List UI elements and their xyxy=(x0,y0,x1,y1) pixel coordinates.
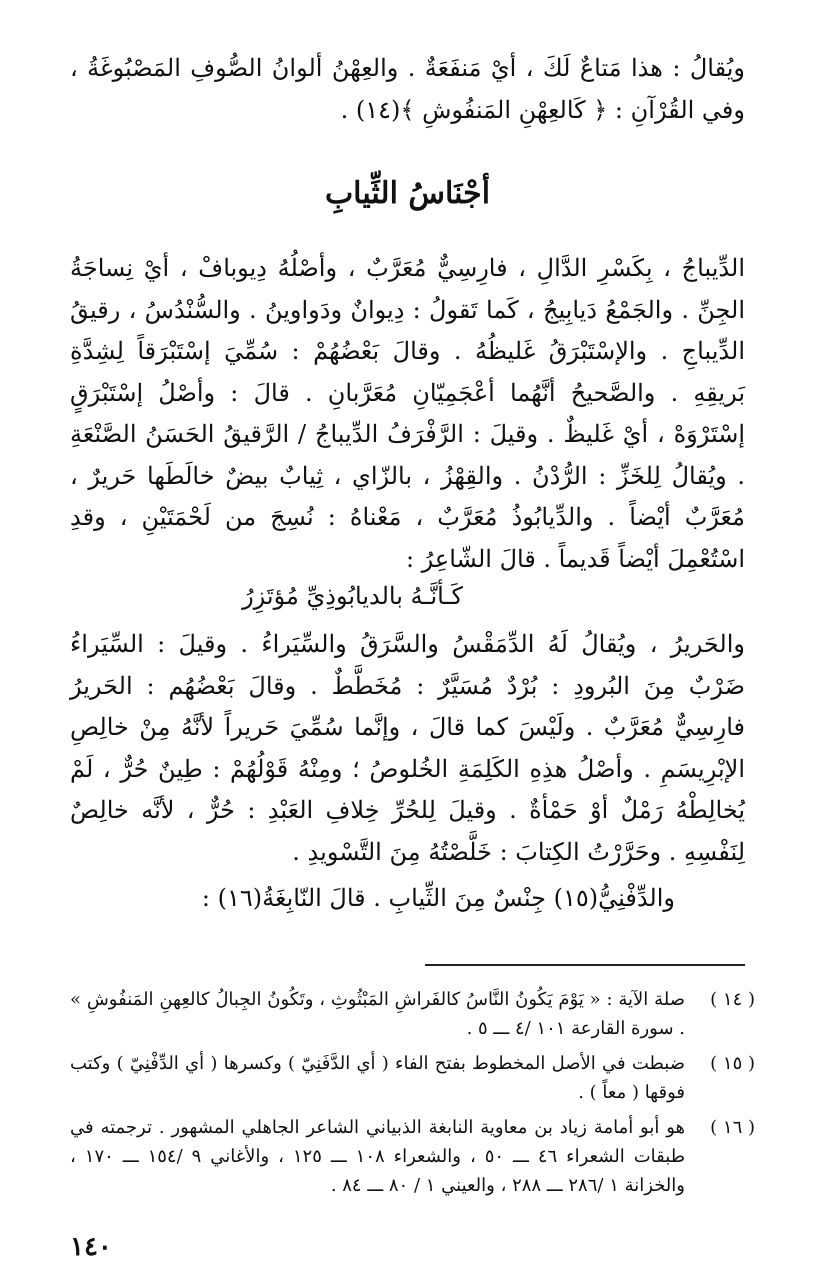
footnotes xyxy=(70,985,755,1206)
paragraph-1 xyxy=(70,248,745,580)
footnote-number: ( ١٥ ) xyxy=(710,1053,755,1074)
footnote-divider xyxy=(425,964,745,966)
footnote-number: ( ١٤ ) xyxy=(710,989,755,1010)
footnote-text: ضبطت في الأصل المخطوط بفتح الفاء ( أي الدَّفَنِيّ ) وكسرها ( أي الدِّفْنِيّ ) وكتب فوقها ( معاً ) . xyxy=(70,1053,685,1103)
paragraph-2 xyxy=(70,624,745,873)
intro-text: ويُقالُ : هذا مَتاعٌ لَكَ ، أيْ مَنفَعَةٌ . والعِهْنُ ألوانُ الصُّوفِ المَصْبُوغَةُ ، وفي القُرْآنِ : ﴿ كَالعِهْنِ المَنفُوشِ ﴾(١٤) . xyxy=(70,54,745,124)
paragraph-3 xyxy=(70,878,745,920)
section-heading: أجْنَاسُ الثِّيابِ xyxy=(324,176,491,211)
paragraph-3-text: والدِّفْنِيُّ(١٥) جِنْسٌ مِنَ الثِّيابِ . قالَ النّابِغَةُ(١٦) : xyxy=(201,884,675,912)
paragraph-2-text: والحَريرُ ، ويُقالُ لَهُ الدِّمَقْسُ والسَّرَقُ والسِّيَراءُ . وقيلَ : السِّيَراءُ ضَرْبٌ مِنَ البُرودِ : بُرْدٌ مُسَيَّرٌ : مُخَطَّطٌ . وقالَ بَعْضُهُم : الحَريرُ فارِسِيٌّ مُعَرَّبٌ . ولَيْسَ كما قالَ ، وإنَّما سُمِّيَ حَريراً لأنَّهُ مِنْ خالِصِ الإبْرِيسَمِ . وأصْلُ هذِهِ الكَلِمَةِ الخُلوصُ ؛ ومِنْهُ قَوْلُهُمْ : طِينٌ حُرٌّ ، لَمْ يُخالِطْهُ رَمْلٌ أوْ حَمْأةٌ . وقيلَ لِلحُرِّ خِلافِ العَبْدِ : حُرٌّ ، لأنَّه خالِصٌ لِنَفْسِهِ . وحَرَّرْتُ الكِتابَ : خَلَّصْتُهُ مِنَ التَّسْويدِ . xyxy=(70,630,745,866)
footnote-14 xyxy=(70,985,755,1043)
page-number: ١٤٠ xyxy=(70,1232,112,1262)
footnote-number: ( ١٦ ) xyxy=(710,1117,755,1138)
footnote-16 xyxy=(70,1113,755,1200)
paragraph-1-text: الدِّيباجُ ، بِكَسْرِ الدَّالِ ، فارِسِيٌّ مُعَرَّبٌ ، وأصْلُهُ دِيوبافْ ، أيْ نِساجَةُ الجِنِّ . والجَمْعُ دَيابِيجُ ، كَما تَقولُ : دِيوانٌ ودَواوينُ . والسُّنْدُسُ ، رقيقُ الدِّيباجِ . والإسْتَبْرَقُ غَليظُهُ . وقالَ بَعْضُهُمْ : سُمِّيَ إسْتَبْرَقاً لِشِدَّةِ بَريقِهِ . والصَّحيحُ أنَّهُما أعْجَمِيّانِ مُعَرَّبانِ . قالَ : وأصْلُ إسْتَبْرَقٍ إسْتَرْوَهْ ، أيْ غَليظٌ . وقيلَ : الرَّفْرَفُ الدِّيباجُ / الرَّقيقُ الحَسَنُ الصَّنْعَةِ . ويُقالُ لِلخَزِّ : الرُّدْنُ . والقِهْزُ ، بالزّاي ، ثِيابٌ بيضٌ خالَطَها حَريرٌ ، مُعَرَّبٌ أيْضاً . والدِّيابُوذُ مُعَرَّبٌ ، مَعْناهُ : نُسِجَ من لَحْمَتَيْنِ ، وقدِ اسْتُعْمِلَ أيْضاً قَديماً . قالَ الشّاعِرُ : xyxy=(70,254,745,573)
footnote-text: هو أبو أمامة زياد بن معاوية النابغة الذبياني الشاعر الجاهلي المشهور . ترجمته في طبقات الشعراء ٤٦ ـــ ٥٠ ، والشعراء ١٠٨ ـــ ١٢٥ ، والأغاني ٩ /١٥٤ ـــ ١٧٠ ، والخزانة ١ /٢٨٦ ـــ ٢٨٨ ، والعيني ١ / ٨٠ ـــ ٨٤ . xyxy=(70,1117,686,1196)
verse-line: كَـأنَّـهُ بالديابُوذِيِّ مُؤتَزِرُ xyxy=(242,582,463,610)
intro-paragraph xyxy=(70,48,745,131)
footnote-15 xyxy=(70,1049,755,1107)
footnote-text: صلة الآية : « يَوْمَ يَكُونُ النَّاسُ كالفَراشِ المَبْثُوثِ ، وتَكُونُ الجِبالُ كالعِهنِ المَنفُوشِ » . سورة القارعة ١٠١ /٤ ـــ ٥ . xyxy=(70,989,685,1039)
